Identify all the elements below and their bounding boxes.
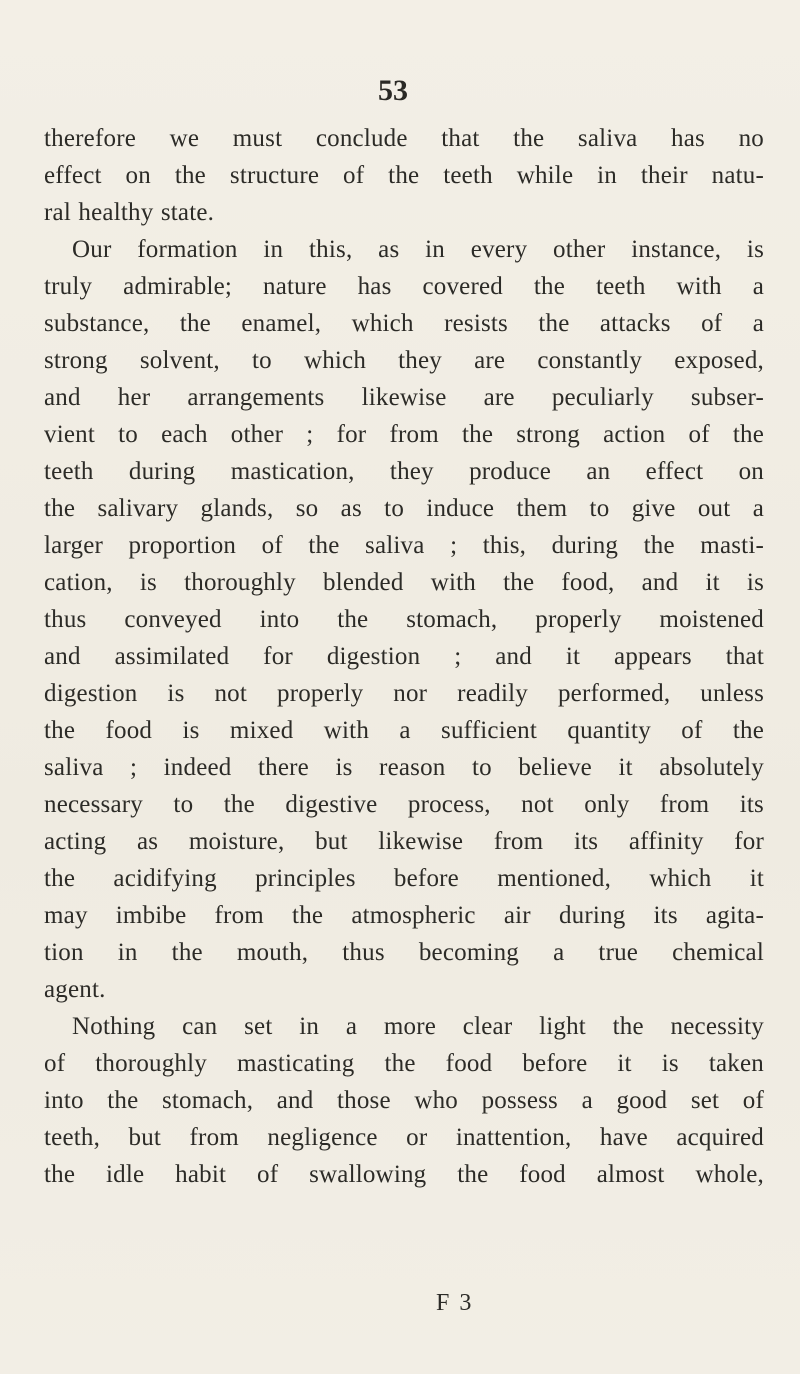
text-line: strong solvent, to which they are constantly exposed, [44, 347, 764, 374]
text-line: the food is mixed with a sufficient quantity of the [44, 717, 764, 744]
text-line: effect on the structure of the teeth while in their natu- [44, 162, 764, 189]
text-line: larger proportion of the saliva ; this, during the masti- [44, 532, 764, 559]
text-line: teeth, but from negligence or inattention, have acquired [44, 1124, 764, 1151]
text-line: the salivary glands, so as to induce them to give out a [44, 495, 764, 522]
text-line: may imbibe from the atmospheric air during its agita- [44, 902, 764, 929]
text-line: therefore we must conclude that the saliva has no [44, 125, 764, 152]
text-line: acting as moisture, but likewise from its affinity for [44, 828, 764, 855]
text-line: of thoroughly masticating the food before it is taken [44, 1050, 764, 1077]
text-line: and her arrangements likewise are peculiarly subser- [44, 384, 764, 411]
text-line: thus conveyed into the stomach, properly moistened [44, 606, 764, 633]
signature-mark: F 3 [436, 1290, 474, 1316]
text-line: vient to each other ; for from the strong action of the [44, 421, 764, 448]
text-line: necessary to the digestive process, not only from its [44, 791, 764, 818]
text-line: and assimilated for digestion ; and it appears that [44, 643, 764, 670]
text-line: substance, the enamel, which resists the attacks of a [44, 310, 764, 337]
body-text [44, 120, 764, 1193]
text-line: saliva ; indeed there is reason to believe it absolutely [44, 754, 764, 781]
text-line: agent. [44, 976, 106, 1003]
text-line: digestion is not properly nor readily performed, unless [44, 680, 764, 707]
text-line: truly admirable; nature has covered the teeth with a [44, 273, 764, 300]
text-line: the idle habit of swallowing the food almost whole, [44, 1161, 764, 1188]
text-line: cation, is thoroughly blended with the food, and it is [44, 569, 764, 596]
text-line: Our formation in this, as in every other instance, is [72, 236, 764, 263]
page-number: 53 [378, 74, 408, 107]
text-line: ral healthy state. [44, 199, 215, 226]
text-line: the acidifying principles before mentioned, which it [44, 865, 764, 892]
text-line: into the stomach, and those who possess a good set of [44, 1087, 764, 1114]
text-line: Nothing can set in a more clear light the necessity [72, 1013, 764, 1040]
text-line: tion in the mouth, thus becoming a true chemical [44, 939, 764, 966]
text-line: teeth during mastication, they produce an effect on [44, 458, 764, 485]
